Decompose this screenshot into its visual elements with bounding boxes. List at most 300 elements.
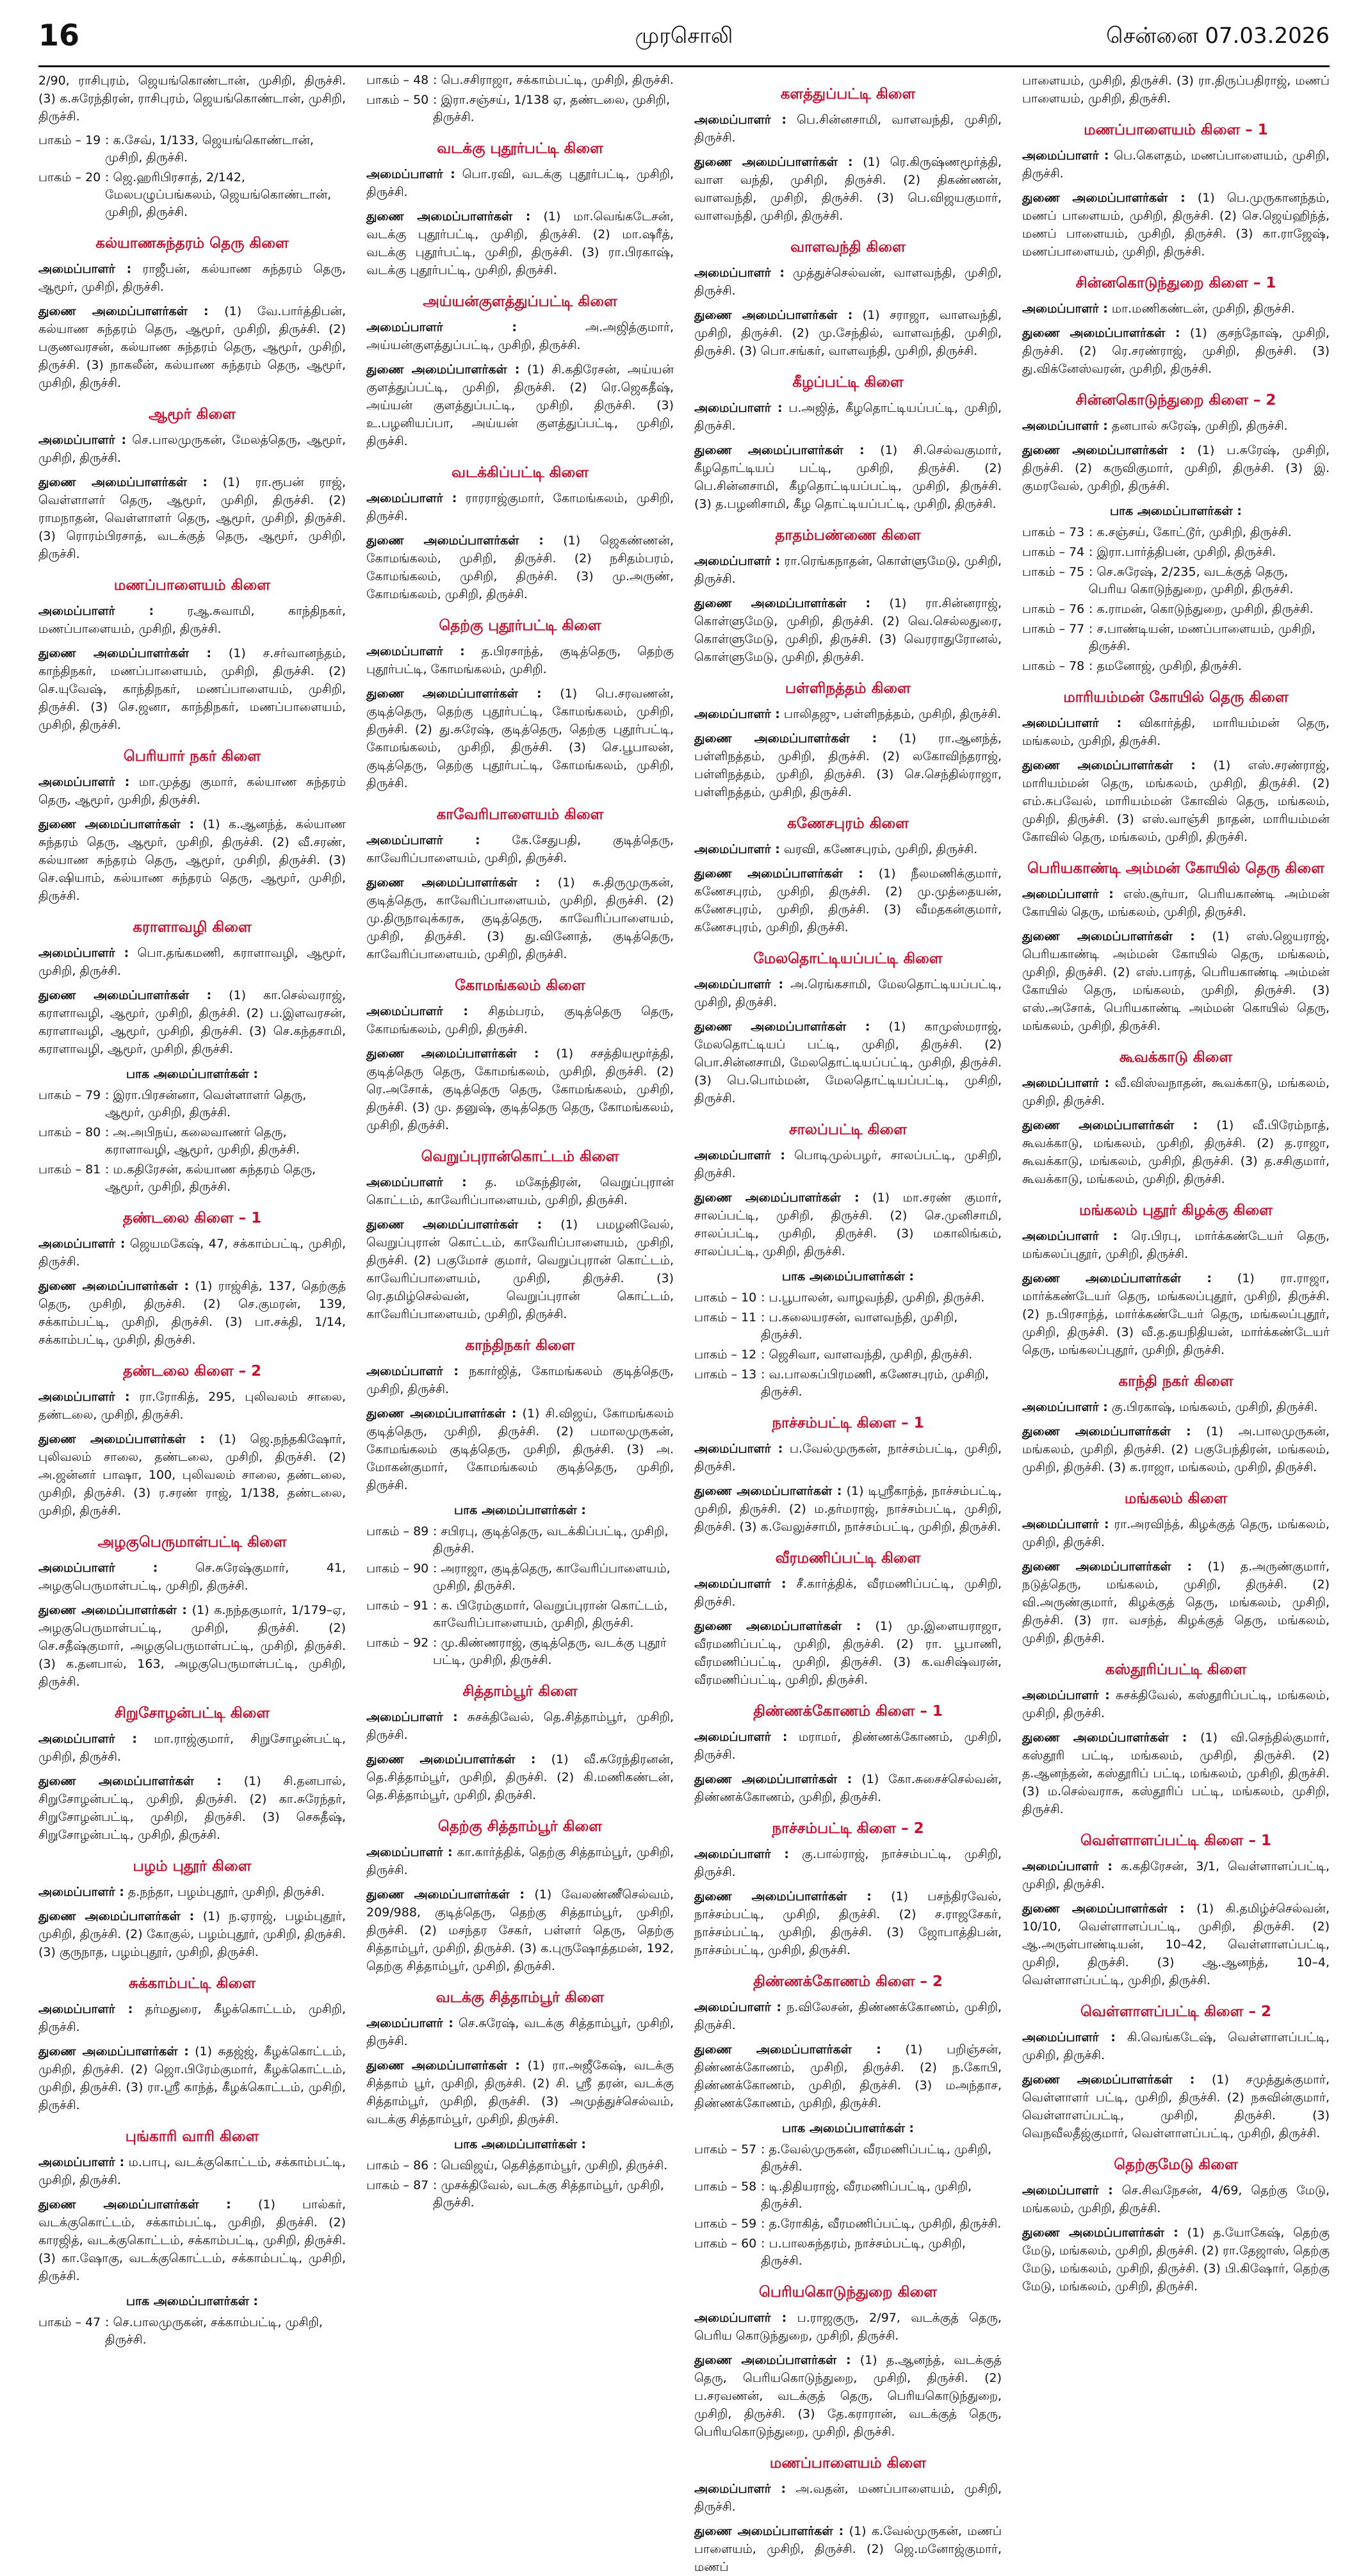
deputy-text: (1) எஸ்.ஜெயராஜ், பெரியகாண்டி அம்மன் கோயில் தெரு, மங்கலம், முசிறி, திருச்சி. (2) எஸ்.பாரத், பெரியகாண்டி அம்மன் கோயில் தெரு, மங்கலம், முசிறி, திருச்சி. (3) எஸ்.அசோக், பெரியகாண்டி அம்மன் கொயில் தெரு, மங்கலம், முசிறி, திருச்சி.	[1022, 929, 1330, 1033]
organizer-entry	[1022, 2181, 1330, 2217]
deputy-label: துணை அமைப்பாளர்கள் :	[366, 1047, 539, 1061]
dateline: சென்னை 07.03.2026	[1106, 23, 1330, 49]
branch-heading: திண்ணக்கோணம் கிளை – 2	[753, 1973, 943, 1990]
booth-number: பாகம் – 12	[694, 1348, 757, 1362]
branch-heading: மாரியம்மன் கோயில் தெரு கிளை	[1063, 689, 1289, 706]
organizer-label: அமைப்பாளர் :	[366, 320, 517, 334]
deputy-text: (1) ரா.ஆனந்த், பள்ளிநத்தம், முசிறி, திருச்சி. (2) லகோவிந்தராஜ், பள்ளிநத்தம், முசிறி, திருச்சி. (3) செ.செந்தில்ராஜா, பள்ளிநத்தம், முசிறி, திருச்சி.	[694, 731, 1002, 799]
deputy-text: (1) பமழனிவேல், வெறுப்புரான் கொட்டம், காவேரிப்பாளையம், முசிறி, திருச்சி. (2) பகுமோச் குமார், வெறுப்புரான் கொட்டம், காவேரிப்பாளையம், முசிறி, திருச்சி. (3) ரெ.தமிழ்செல்வன், வெறுப்புரான் கொட்டம், காவேரிப்பாளையம், முசிறி, திருச்சி.	[366, 1218, 674, 1321]
deputy-entry	[38, 986, 346, 1058]
deputy-entry	[694, 1018, 1002, 1107]
organizer-text: செ.சுரேஷ், வடக்கு சித்தாம்பூர், முசிறி, திருச்சி.	[366, 2016, 674, 2048]
organizer-entry	[38, 773, 346, 809]
deputy-label: துணை அமைப்பாளர்கள் :	[1022, 929, 1195, 943]
branch-heading: மங்கலம் கிளை	[1124, 1490, 1228, 1507]
booth-member: : வ.பாலசுப்பிரமணி, கணேசபுரம், முசிறி, திருச்சி.	[761, 1367, 989, 1399]
deputy-entry	[1022, 1423, 1330, 1476]
booth-member: : முசக்திவேல், வடக்கு சித்தாம்பூர், முசிறி, திருச்சி.	[433, 2178, 664, 2210]
booth-row	[366, 72, 674, 89]
booth-member: : செ.பாலமுருகன், சக்காம்பட்டி, முசிறி, திருச்சி.	[105, 2315, 323, 2347]
organizer-label: அமைப்பாளர் :	[694, 1577, 786, 1591]
deputy-label: துணை அமைப்பாளர்கள் :	[694, 308, 853, 322]
deputy-label: துணை அமைப்பாளர்கள் :	[366, 687, 542, 701]
organizer-entry	[694, 1845, 1002, 1881]
organizer-label: அமைப்பாளர் :	[694, 1730, 788, 1744]
branch-heading: வீரமணிப்பட்டி கிளை	[775, 1550, 921, 1567]
deputy-entry	[38, 473, 346, 563]
booth-number: பாகம் – 91	[366, 1599, 429, 1613]
organizer-entry	[694, 111, 1002, 147]
deputy-label: துணை அமைப்பாளர்கள் :	[38, 988, 212, 1002]
deputy-text: (1) டிஸ்ரீகாந்த், நாச்சம்பட்டி, முசிறி, திருச்சி. (2) ம.தர்மராஜ், நாச்சம்பட்டி, முசிறி, திருச்சி. (3) க.வேலுச்சாமி, நாச்சம்பட்டி, முசிறி, திருச்சி.	[694, 1484, 1002, 1534]
deputy-text: (1) ஜெ.நந்தகிஷோர், புலிவலம் சாலை, தண்டலை, முசிறி, திருச்சி. (2) அ.ஜன்னர் பாஷா, 100, புலிவலம் சாலை, தண்டலை, முசிறி, திருச்சி. (3) ர.சரண் ராஜ், 1/138, தண்டலை, முசிறி, திருச்சி.	[38, 1432, 346, 1518]
deputy-entry	[366, 208, 674, 279]
booth-member: : ம.கதிரேசன், கல்யாண சுந்தரம் தெரு, ஆமூர், முசிறி, திருச்சி.	[105, 1162, 316, 1194]
branch-heading: சின்னகொடுந்துறை கிளை – 2	[1075, 392, 1276, 409]
booth-row	[1022, 658, 1330, 675]
deputy-text: (1) குசந்தோஷ், முசிறி, திருச்சி. (2) ரெ.சரண்ராஜ், முசிறி, திருச்சி. (3) து.விக்னேஸ்வரன், முசிறி, திருச்சி.	[1022, 326, 1330, 376]
organizer-label: அமைப்பாளர் :	[38, 1237, 126, 1251]
deputy-text: (1) சசத்தியமூர்த்தி, குடித்தெரு தெரு, கோமங்கலம், முசிறி, திருச்சி. (2) ரெ.அசோக், குடித்தெரு தெரு, கோமங்கலம், முசிறி, திருச்சி. (3) மு. தனுஷ், குடித்தெரு தெரு, கோமங்கலம், முசிறி, திருச்சி.	[366, 1047, 674, 1132]
deputy-label: துணை அமைப்பாளர்கள் :	[694, 2353, 851, 2367]
organizer-text: பொடிமுல்பழர், சாலப்பட்டி, முசிறி, திருச்சி.	[694, 1148, 1002, 1180]
booth-member: : ப.கலையரசன், வாளவந்தி, முசிறி, திருச்சி.	[761, 1310, 958, 1342]
organizer-text: ரா.ரோகித், 295, புலிவலம் சாலை, தண்டலை, முசிறி, திருச்சி.	[38, 1390, 346, 1422]
branch-heading: காந்தி நகர் கிளை	[1118, 1373, 1234, 1390]
organizer-entry	[366, 1173, 674, 1209]
deputy-text: (1) சி.தனபால், சிறுசோழன்பட்டி, முசிறி, திருச்சி. (2) கா.சுரேந்தர், சிறுசோழன்பட்டி, முசிறி, திருச்சி. (3) செசுதீஷ், சிறுசோழன்பட்டி, முசிறி, திருச்சி.	[38, 1774, 346, 1842]
branch-heading: அய்யன்குளத்துப்பட்டி கிளை	[423, 293, 617, 310]
branch-heading: தண்டலை கிளை – 1	[122, 1210, 262, 1227]
deputy-label: துணை அமைப்பாளர்கள் :	[1022, 1560, 1193, 1574]
branch-heading: புங்காரி வாரி கிளை	[125, 2128, 259, 2145]
branch-heading: காவேரிபாளையம் கிளை	[436, 806, 604, 823]
organizer-text: த.நந்தா, பழம்புதூர், முசிறி, திருச்சி.	[127, 1885, 325, 1899]
deputy-label: துணை அமைப்பாளர்கள் :	[1022, 191, 1185, 205]
booth-row	[366, 2157, 674, 2174]
organizer-entry	[694, 1146, 1002, 1182]
organizer-text: பெ.சின்னசாமி, வாளவந்தி, முசிறி, திருச்சி.	[694, 113, 1002, 145]
deputy-entry	[694, 2351, 1002, 2441]
booth-member: : க.சேவ், 1/133, ஜெயங்கொண்டான், முசிறி, திருச்சி.	[105, 133, 314, 165]
deputy-entry	[1022, 441, 1330, 495]
booth-heading: பாக அமைப்பாளர்கள் :	[781, 2121, 914, 2135]
deputy-text: (1) சு.திருமுருகன், குடித்தெரு, காவேரிப்பாளையம், முசிறி, திருச்சி. (2) மு.திருநாவுக்கரசு, குடித்தெரு, காவேரிப்பாளையம், முசிறி, திருச்சி. (3) து.வினோத், குடித்தெரு, காவேரிப்பாளையம், முசிறி, திருச்சி.	[366, 876, 674, 961]
organizer-label: அமைப்பாளர் :	[1022, 1400, 1108, 1414]
deputy-text: (1) ரெ.கிருஷ்ணமூர்த்தி, வாள வந்தி, முசிறி, திருச்சி. (2) திகண்ணன், வாளவந்தி, முசிறி, திருச்சி. (3) பெ.விஜயகுமார், வாளவந்தி, முசிறி, திருச்சி.	[694, 155, 1002, 223]
organizer-text: க.கதிரேசன், 3/1, வெள்ளாளப்பட்டி, முசிறி, திருச்சி.	[1022, 1859, 1330, 1891]
deputy-label: துணை அமைப்பாளர்கள் :	[1022, 758, 1196, 772]
organizer-text: ராஜீபன், கல்யாண சுந்தரம் தெரு, ஆமூர், முசிறி, திருச்சி.	[38, 262, 346, 294]
deputy-entry	[694, 594, 1002, 666]
organizer-text: பெ.கெளதம், மணப்பாளையம், முசிறி, திருச்சி.	[1022, 149, 1330, 181]
deputy-entry	[694, 306, 1002, 360]
booth-number: பாகம் – 13	[694, 1367, 757, 1382]
booth-member: : பெ.சசிராஜா, சக்காம்பட்டி, முசிறி, திருச்சி.	[433, 73, 674, 87]
deputy-text: (1) நீலமணிக்குமார், கணேசபுரம், முசிறி, திருச்சி. (2) மு.முத்தையன், கணேசபுரம், முசிறி, திருச்சி. (3) வீமதகன்குமார், கணேசபுரம், முசிறி, திருச்சி.	[694, 867, 1002, 934]
booth-member: : சபிரபு, குடித்தெரு, வடக்கிப்பட்டி, முசிறி, திருச்சி.	[433, 1524, 669, 1556]
branch-heading: வெள்ளாளப்பட்டி கிளை – 1	[1080, 1832, 1271, 1849]
deputy-text: (1) க.நந்தகுமார், 1/179–ஏ, அழகுபெருமாள்பட்டி, முசிறி, திருச்சி. (2) செ.சதீஷ்குமார், அழகுபெருமாள்பட்டி, முசிறி, திருச்சி. (3) க.தனபால், 163, அழகுபெருமாள்பட்டி, முசிறி, திருச்சி.	[38, 1603, 346, 1689]
deputy-text: (1) ஜெகண்ணன், கோமங்கலம், முசிறி, திருச்சி. (2) நசிதம்பரம், கோமங்கலம், முசிறி, திருச்சி. (3) மு.அருண், கோமங்கலம், முசிறி, திருச்சி.	[366, 534, 674, 601]
deputy-text: (1) கி.தமிழ்ச்செல்வன், 10/10, வெள்ளாளப்பட்டி, முசிறி, திருச்சி. (2) ஆ.அருள்பாண்டியன், 10–42, வெள்ளாளப்பட்டி, முசிறி, திருச்சி. (3) ஆ.ஆனந்த், 10–4, வெள்ளாளப்பட்டி, முசிறி, திருச்சி.	[1022, 1902, 1330, 1987]
booth-row	[366, 1560, 674, 1595]
deputy-text: (1) ச.சர்வானந்தம், காந்திநகர், மணப்பாளையம், முசிறி, திருச்சி. (2) செ.யுவேஷ், காந்திநகர், மணப்பாளையம், முசிறி, திருச்சி. (3) செ.ஜனா, காந்திநகர், மணப்பாளையம், முசிறி, திருச்சி.	[38, 646, 346, 732]
organizer-text: கே.சேதுபதி, குடித்தெரு, காவேரிப்பாளையம், முசிறி, திருச்சி.	[366, 833, 674, 865]
deputy-label: துணை அமைப்பாளர்கள் :	[366, 1752, 536, 1766]
booth-number: பாகம் – 80	[38, 1125, 101, 1139]
deputy-text: (1) சி.கதிரேசன், அய்யன் குளத்துப்பட்டி, முசிறி, திருச்சி. (2) ரெ.ஜெகதீஷ், அய்யன் குளத்துப்பட்டி, முசிறி, திருச்சி. (3) உ.பழனியப்பா, அய்யன் குளத்துப்பட்டி, முசிறி, திருச்சி.	[366, 363, 674, 448]
booth-number: பாகம் – 74	[1022, 545, 1085, 559]
newspaper-name: முரசொலி	[635, 23, 733, 49]
booth-number: பாகம் – 10	[694, 1291, 757, 1305]
deputy-text: (1) வி.செந்தில்குமார், கஸ்தூரி பட்டி, மங்கலம், முசிறி, திருச்சி. (2) த.ஆனந்தன், கஸ்தூரிப் பட்டி, மங்கலம், முசிறி, திருச்சி. (3) ம.செல்வராசு, கஸ்தூரிப் பட்டி, மங்கலம், முசிறி, திருச்சி.	[1022, 1731, 1330, 1816]
booth-member: : க.சஞ்சய், கோட்டூர், முசிறி, திருச்சி.	[1089, 525, 1292, 539]
deputy-text: (1) கோ.சுசைச்செல்வன், திண்ணக்கோணம், முசிறி, திருச்சி.	[694, 1772, 1002, 1804]
organizer-entry	[38, 2000, 346, 2036]
branch-heading: கோமங்கலம் கிளை	[455, 977, 585, 994]
deputy-entry	[38, 1772, 346, 1844]
organizer-text: கு.பால்ராஜ், நாச்சம்பட்டி, முசிறி, திருச்சி.	[694, 1847, 1002, 1879]
deputy-entry	[38, 1601, 346, 1691]
organizer-text: செ.பாலமுருகன், மேலத்தெரு, ஆமூர், முசிறி, திருச்சி.	[38, 433, 346, 465]
branch-heading: களத்துப்பட்டி கிளை	[780, 86, 916, 102]
branch-heading: கல்யாணசுந்தரம் தெரு கிளை	[95, 235, 289, 252]
deputy-text: (1) பெ.முருகானந்தம், மணப் பாளையம், முசிறி, திருச்சி. (2) செ.ஜெய்ஹிந்த், மணப் பாளையம், முசிறி, திருச்சி. (3) கா.ராஜேஷ், மணப்பாளையம், முசிறி, திருச்சி.	[1022, 191, 1330, 259]
deputy-text: (1) வேலண்ணீசெல்வம், 209/988, குடித்தெரு, தெற்கு சித்தாம்பூர், முசிறி, திருச்சி. (2) மசந்தர சேகர், பள்ளர் தெரு, தெற்கு சித்தாம்பூர், முசிறி, திருச்சி. (3) க.புருஷோத்தமன், 192, தெற்கு சித்தாம்பூர், முசிறி, திருச்சி.	[366, 1887, 674, 1973]
organizer-label: அமைப்பாளர் :	[38, 1885, 124, 1899]
deputy-label: துணை அமைப்பாளர்கள் :	[366, 1887, 525, 1902]
organizer-label: அமைப்பாளர் :	[366, 1710, 458, 1724]
deputy-label: துணை அமைப்பாளர்கள் :	[694, 443, 865, 457]
organizer-label: அமைப்பாளர் :	[1022, 1517, 1109, 1531]
deputy-entry	[38, 1430, 346, 1520]
deputy-entry	[366, 2057, 674, 2128]
deputy-entry	[694, 153, 1002, 225]
branch-heading: தண்டலை கிளை – 2	[122, 1363, 262, 1380]
organizer-text: கு.பிரகாஷ், மங்கலம், முசிறி, திருச்சி.	[1111, 1400, 1318, 1414]
organizer-text: த. மகேந்திரன், வெறுப்புரான் கொட்டம், காவேரிப்பாளையம், முசிறி, திருச்சி.	[366, 1175, 674, 1207]
organizer-text: த.பிரசாந்த், குடித்தெரு, தெற்கு புதூர்பட்டி, கோமங்கலம், முசிறி.	[366, 644, 674, 676]
organizer-text: மராமர், திண்ணக்கோணம், முசிறி, திருச்சி.	[694, 1730, 1002, 1762]
organizer-text: பொ.ரவி, வடக்கு புதூர்பட்டி, முசிறி, திருச்சி.	[366, 167, 674, 199]
organizer-label: அமைப்பாளர் :	[694, 401, 783, 415]
branch-heading: வடக்கு சித்தாம்பூர் கிளை	[436, 1989, 605, 2006]
organizer-text: செ.சுரேஷ்குமார், 41, அழகுபெருமாள்பட்டி, முசிறி, திருச்சி.	[38, 1561, 346, 1593]
deputy-entry	[694, 1887, 1002, 1959]
organizer-entry	[366, 642, 674, 678]
deputy-label: துணை அமைப்பாளர்கள் :	[38, 475, 208, 489]
booth-number: பாகம் – 48	[366, 73, 429, 87]
organizer-entry	[1022, 300, 1330, 318]
booth-number: பாகம் – 60	[694, 2237, 757, 2251]
booth-member: : ஜெ.ஹரிபிரசாத், 2/142, மேலபழுப்பங்கலம், ஜெயங்கொண்டான், முசிறி, திருச்சி.	[105, 170, 332, 219]
deputy-label: துணை அமைப்பாளர்கள் :	[1022, 1424, 1191, 1439]
deputy-entry	[366, 1405, 674, 1494]
organizer-label: அமைப்பாளர் :	[1022, 419, 1108, 433]
deputy-entry	[366, 532, 674, 603]
organizer-label: அமைப்பாளர் :	[694, 707, 780, 721]
booth-row	[38, 2314, 346, 2349]
booth-number: பாகம் – 77	[1022, 622, 1085, 636]
booth-member: : த.வேல்முருகன், வீரமணிப்பட்டி, முசிறி, திருச்சி.	[761, 2142, 992, 2174]
branch-heading: வெறுப்புரான்கொட்டம் கிளை	[421, 1148, 619, 1165]
organizer-label: அமைப்பாளர் :	[1022, 302, 1108, 316]
booth-row	[694, 2215, 1002, 2233]
deputy-text: (1) ராஜ்சித், 137, தெற்குத் தெரு, முசிறி, திருச்சி. (2) செ.குமரன், 139, சக்காம்பட்டி, முசிறி, திருச்சி. (3) பா.சக்தி, 1/14, சக்காம்பட்டி, முசிறி, திருச்சி.	[38, 1279, 346, 1347]
organizer-text: அ.அஜித்குமார், அய்யன்குளத்துப்பட்டி, முசிறி, திருச்சி.	[366, 320, 674, 352]
organizer-text: ரஆ.சுவாமி, காந்திநகர், மணப்பாளையம், முசிறி, திருச்சி.	[38, 604, 346, 636]
deputy-entry	[38, 644, 346, 734]
organizer-entry	[38, 944, 346, 980]
column-3	[694, 72, 1002, 2574]
organizer-text: ரா.அரவிந்த், கிழக்குத் தெரு, மங்கலம், முசிறி, திருச்சி.	[1022, 1517, 1330, 1549]
organizer-label: அமைப்பாளர் :	[694, 554, 781, 568]
booth-member: : க.ராமன், கொடுந்துறை, முசிறி, திருச்சி.	[1089, 602, 1314, 616]
deputy-entry	[366, 361, 674, 450]
deputy-label: துணை அமைப்பாளர்கள் :	[366, 2058, 520, 2073]
branch-heading: நாச்சம்பட்டி கிளை – 1	[772, 1415, 924, 1431]
deputy-label: துணை அமைப்பாளர்கள் :	[366, 1218, 542, 1232]
organizer-text: வீ.விஸ்வநாதன், கூவக்காடு, மங்கலம், முசிறி, திருச்சி.	[1022, 1076, 1330, 1108]
deputy-label: துணை அமைப்பாளர்கள் :	[38, 1279, 190, 1293]
organizer-text: மா.ராஜ்குமார், சிறுசோழன்பட்டி, முசிறி, திருச்சி.	[38, 1732, 346, 1764]
organizer-text: சுசக்திவேல், தெ.சித்தாம்பூர், முசிறி, திருச்சி.	[366, 1710, 674, 1742]
booth-row	[38, 1161, 346, 1196]
booth-number: பாகம் – 86	[366, 2158, 429, 2172]
organizer-entry	[1022, 1857, 1330, 1893]
booth-row	[1022, 621, 1330, 655]
deputy-text: (1) சராஜா, வாளவந்தி, முசிறி, திருச்சி. (2) மு.சேந்தில், வாளவந்தி, முசிறி, திருச்சி. (3) பொ.சங்கர், வாளவந்தி, முசிறி, திருச்சி.	[694, 308, 1002, 358]
branch-heading: பெரியார் நகர் கிளை	[123, 748, 261, 765]
organizer-text: விகார்த்தி, மாரியம்மன் தெரு, மங்கலம், முசிறி, திருச்சி.	[1022, 716, 1330, 748]
deputy-entry	[694, 1189, 1002, 1260]
branch-heading: கீழப்பட்டி கிளை	[792, 374, 904, 391]
booth-row	[366, 2177, 674, 2212]
deputy-entry	[694, 2041, 1002, 2112]
organizer-label: அமைப்பாளர் :	[694, 1847, 789, 1861]
booth-row	[1022, 601, 1330, 618]
branch-heading: தெற்குமேடு கிளை	[1114, 2156, 1238, 2173]
deputy-entry	[366, 1750, 674, 1804]
deputy-label: துணை அமைப்பாளர்கள் :	[366, 876, 541, 890]
organizer-label: அமைப்பாளர் :	[694, 1148, 786, 1162]
organizer-label: அமைப்பாளர் :	[38, 1732, 138, 1746]
deputy-label: துணை அமைப்பாளர்கள் :	[694, 596, 871, 610]
branch-heading: அழகுபெருமாள்பட்டி கிளை	[97, 1534, 287, 1551]
deputy-text: (1) மா.சரண் குமார், சாலப்பட்டி, முசிறி, திருச்சி. (2) செ.முனிசாமி, சாலப்பட்டி, முசிறி, திருச்சி. (3) மகாலிங்கம், சாலப்பட்டி, முசிறி, திருச்சி.	[694, 1191, 1002, 1259]
booth-heading: பாக அமைப்பாளர்கள் :	[1109, 504, 1242, 518]
organizer-label: அமைப்பாளர் :	[38, 2155, 125, 2169]
deputy-text: (1) ரா.ரூபன் ராஜ், வெள்ளாளர் தெரு, ஆமூர், முசிறி, திருச்சி. (2) ராமநாதன், வெள்ளாளர் தெரு, ஆமூர், முசிறி, திருச்சி. (3) ரொரம்பிரசாத், வடக்குத் தெரு, ஆமூர், முசிறி, திருச்சி.	[38, 475, 346, 561]
booth-number: பாகம் – 73	[1022, 525, 1085, 539]
organizer-entry	[366, 318, 674, 354]
booth-member: : இரா.சஞ்சய், 1/138 ஏ, தண்டலை, முசிறி, திருச்சி.	[433, 93, 671, 124]
deputy-entry	[1022, 1729, 1330, 1818]
organizer-entry	[694, 1440, 1002, 1476]
deputy-label: துணை அமைப்பாளர்கள் :	[694, 867, 863, 881]
deputy-entry	[1022, 2071, 1330, 2142]
branch-heading: வடக்கு புதூர்பட்டி கிளை	[437, 140, 603, 157]
deputy-label: துணை அமைப்பாளர்கள் :	[366, 209, 531, 224]
organizer-label: அமைப்பாளர் :	[694, 113, 786, 127]
booth-member: : மு.கிண்ணராஜ், குடித்தெரு, வடக்கு புதூர் பட்டி, முசிறி, திருச்சி.	[433, 1636, 667, 1667]
deputy-label: துணை அமைப்பாளர்கள் :	[38, 1603, 187, 1617]
deputy-label: துணை அமைப்பாளர்கள் :	[38, 2197, 231, 2212]
booth-member: : ச.பாண்டியன், மணப்பாளையம், முசிறி, திருச்சி.	[1089, 622, 1315, 653]
deputy-text: (1) க.ஆனந்த், கல்யாண சுந்தரம் தெரு, ஆமூர், முசிறி, திருச்சி. (2) வீ.சரண், கல்யாண சுந்தரம் தெரு, ஆமூர், முசிறி, திருச்சி. (3) செ.ஷியாம், கல்யாண சுந்தரம் தெரு, ஆமூர், முசிறி, திருச்சி.	[38, 817, 346, 903]
organizer-entry	[694, 840, 1002, 858]
deputy-entry	[1022, 189, 1330, 261]
booth-number: பாகம் – 78	[1022, 659, 1085, 673]
deputy-label: துணை அமைப்பாளர்கள் :	[694, 1020, 870, 1034]
deputy-text: (1) காமுஸ்மராஜ், மேலதொட்டியப் பட்டி, முசிறி, திருச்சி. (2) பொ.சின்னசாமி, மேலதொட்டியப்பட்டி, முசிறி, திருச்சி. (3) பெ.பொம்மன், மேலதொட்டியப்பட்டி, முசிறி, திருச்சி.	[694, 1020, 1002, 1105]
deputy-label: துணை அமைப்பாளர்கள் :	[38, 1774, 222, 1788]
booth-number: பாகம் – 75	[1022, 565, 1085, 579]
deputy-label: துணை அமைப்பாளர்கள் :	[1022, 2073, 1195, 2087]
deputy-text: (1) மு.இளையராஜா, வீரமணிப்பட்டி, முசிறி, திருச்சி. (2) ரா. பூபாணி, வீரமணிப்பட்டி, முசிறி, திருச்சி. (3) க.வசிஷ்வரன், வீரமணிப்பட்டி, முசிறி, திருச்சி.	[694, 1619, 1002, 1687]
deputy-text: (1) வே.பார்த்திபன், கல்யாண சுந்தரம் தெரு, ஆமூர், முசிறி, திருச்சி. (2) பகுணவரசன், கல்யாண சுந்தரம் தெரு, ஆமூர், முசிறி, திருச்சி. (3) நாகலீன், கல்யாண சுந்தரம் தெரு, ஆமூர், முசிறி, திருச்சி.	[38, 304, 346, 390]
deputy-label: துணை அமைப்பாளர்கள் :	[38, 2044, 189, 2058]
deputy-label: துணை அமைப்பாளர்கள் :	[1022, 443, 1185, 457]
booth-row	[694, 1366, 1002, 1401]
organizer-text: ராரராஜ்குமார், கோமங்கலம், முசிறி, திருச்சி.	[366, 491, 674, 523]
organizer-text: ரெ.பிரபு, மார்க்கண்டேயர் தெரு, மங்கலப்புதூர், முசிறி, திருச்சி.	[1022, 1229, 1330, 1261]
booth-number: பாகம் – 57	[694, 2142, 757, 2156]
organizer-label: அமைப்பாளர் :	[38, 604, 154, 618]
booth-heading: பாக அமைப்பாளர்கள் :	[453, 2137, 586, 2151]
deputy-label: துணை அமைப்பாளர்கள் :	[694, 155, 853, 169]
organizer-label: அமைப்பாளர் :	[366, 1364, 459, 1378]
organizer-label: அமைப்பாளர் :	[1022, 1076, 1110, 1090]
organizer-label: அமைப்பாளர் :	[38, 1390, 130, 1404]
continued-text: பாளையம், முசிறி, திருச்சி. (3) ரா.திருப்பதிராஜ், மணப் பாளையம், முசிறி, திருச்சி.	[1022, 74, 1330, 106]
deputy-text: (1) கா.செல்வராஜ், கராளாவழி, ஆமூர், முசிறி, திருச்சி. (2) ப.இளவரசன், கராளாவழி, ஆமூர், முசிறி, திருச்சி. (3) செ.கந்தசாமி, கராளாவழி, ஆமூர், முசிறி, திருச்சி.	[38, 988, 346, 1056]
branch-heading: கணேசபுரம் கிளை	[787, 815, 909, 832]
organizer-text: ப.ராஜகுரு, 2/97, வடக்குத் தெரு, பெரிய கொடுந்துறை, முசிறி, திருச்சி.	[694, 2311, 1002, 2343]
branch-heading: சுக்காம்பட்டி கிளை	[128, 1975, 256, 1992]
booth-member: : பெவிஜய், தெசித்தாம்பூர், முசிறி, திருச்சி.	[433, 2158, 668, 2172]
deputy-entry	[694, 865, 1002, 936]
organizer-text: சீ.கார்த்திக், வீரமணிப்பட்டி, முசிறி, திருச்சி.	[694, 1577, 1002, 1609]
organizer-label: அமைப்பாளர் :	[38, 2002, 133, 2016]
booth-heading: பாக அமைப்பாளர்கள் :	[126, 2294, 258, 2308]
organizer-entry	[366, 2014, 674, 2050]
organizer-text: ப.வேல்முருகன், நாச்சம்பட்டி, முசிறி, திருச்சி.	[694, 1442, 1002, 1474]
organizer-text: பாலிதஜு, பள்ளிநத்தம், முசிறி, திருச்சி.	[783, 707, 1002, 721]
organizer-entry	[1022, 2028, 1330, 2064]
deputy-label: துணை அமைப்பாளர்கள் :	[1022, 1902, 1185, 1916]
booth-row	[366, 1634, 674, 1669]
deputy-label: துணை அமைப்பாளர்கள் :	[1022, 1118, 1198, 1132]
deputy-label: துணை அமைப்பாளர்கள் :	[1022, 326, 1180, 340]
organizer-label: அமைப்பாளர் :	[38, 775, 130, 789]
organizer-text: அ.ரெங்கசாமி, மேலதொட்டியப்பட்டி, முசிறி, திருச்சி.	[694, 977, 1002, 1009]
booth-number: பாகம் – 92	[366, 1636, 429, 1650]
deputy-label: துணை அமைப்பாளர்கள் :	[694, 1484, 842, 1498]
booth-row	[694, 1346, 1002, 1364]
deputy-entry	[1022, 927, 1330, 1035]
deputy-entry	[38, 1907, 346, 1961]
organizer-entry	[366, 165, 674, 201]
deputy-entry	[1022, 1269, 1330, 1359]
deputy-label: துணை அமைப்பாளர்கள் :	[694, 731, 877, 746]
deputy-text: (1) க.வேல்முருகன், மணப் பாளையம், முசிறி, திருச்சி. (2) ஜெ.மனோஜ்குமார், மணப்	[694, 2524, 1002, 2574]
organizer-text: தர்மதுரை, கீழக்கொட்டம், முசிறி, திருச்சி.	[38, 2002, 346, 2034]
organizer-entry	[38, 2153, 346, 2189]
deputy-entry	[1022, 1900, 1330, 1989]
branch-heading: பெரியகாண்டி அம்மன் கோயில் தெரு கிளை	[1027, 860, 1324, 877]
booth-number: பாகம் – 11	[694, 1310, 757, 1325]
booth-number: பாகம் – 90	[366, 1561, 429, 1576]
deputy-text: (1) சமுத்துக்குமார், வெள்ளாளர் பட்டி, முசிறி, திருச்சி. (2) நசுவின்குமார், வெள்ளாளப்பட்டி, முசிறி, திருச்சி. (3) வெநவீலதீஜ்குமார், வெள்ளாளப்பட்டி, முசிறி, திருச்சி.	[1022, 2073, 1330, 2140]
deputy-entry	[366, 1216, 674, 1323]
deputy-text: (1) பறிஞ்சன், திண்ணக்கோணம், முசிறி, திருச்சி. (2) ந.கோபி, திண்ணக்கோணம், முசிறி, திருச்சி. (3) மஅந்தாச, திண்ணக்கோணம், முசிறி, திருச்சி.	[694, 2042, 1002, 2110]
organizer-label: அமைப்பாளர் :	[1022, 887, 1114, 901]
organizer-entry	[366, 1002, 674, 1038]
organizer-entry	[366, 831, 674, 867]
booth-member: : ப.பூபாலன், வாழவந்தி, முசிறி, திருச்சி.	[761, 1291, 985, 1305]
booth-number: பாகம் – 20	[38, 170, 101, 184]
booth-row	[38, 169, 346, 221]
branch-heading: மணப்பாளையம் கிளை	[113, 577, 271, 594]
deputy-label: துணை அமைப்பாளர்கள் :	[694, 1772, 852, 1786]
organizer-text: செ.சிவநேசன், 4/69, தெற்கு மேடு, மங்கலம், முசிறி, திருச்சி.	[1022, 2183, 1330, 2215]
booth-heading: பாக அமைப்பாளர்கள் :	[126, 1067, 258, 1081]
organizer-label: அமைப்பாளர் :	[38, 433, 127, 447]
deputy-text: (1) பெ.சரவணன், குடித்தெரு, தெற்கு புதூர்பட்டி, கோமங்கலம், முசிறி, திருச்சி. (2) து.சுரேஷ், குடித்தெரு, தெற்கு புதூர்பட்டி, கோமங்கலம், முசிறி, திருச்சி. (3) செ.பூபாலன், குடித்தெரு, தெற்கு புதூர்பட்டி, கோமங்கலம், முசிறி, திருச்சி.	[366, 687, 674, 790]
branch-heading: தெற்கு புதூர்பட்டி கிளை	[439, 617, 601, 634]
branch-heading: வடக்கிப்பட்டி கிளை	[451, 464, 589, 481]
organizer-entry	[694, 1575, 1002, 1611]
deputy-text: (1) த.யோகேஷ், தெற்கு மேடு, மங்கலம், முசிறி, திருச்சி. (2) ரா.தேஜாஸ், தெற்கு மேடு, மங்கலம், முசிறி, திருச்சி. (3) பி.கிஷோர், தெற்கு மேடு, மங்கலம், முசிறி, திருச்சி.	[1022, 2226, 1330, 2294]
organizer-label: அமைப்பாளர் :	[694, 1442, 783, 1456]
branch-heading: மணப்பாளையம் கிளை – 1	[1084, 122, 1268, 138]
booth-number: பாகம் – 47	[38, 2315, 101, 2329]
branch-heading: தெற்கு சித்தாம்பூர் கிளை	[437, 1818, 603, 1835]
deputy-text: (1) ரா.சின்னராஜ், கொள்ளுமேடு, முசிறி, திருச்சி. (2) வெ.செல்லதுரை, கொள்ளுமேடு, முசிறி, திருச்சி. (3) வெரராதுரோனல், கொள்ளுமேடு, முசிறி, திருச்சி.	[694, 596, 1002, 664]
organizer-text: சிதம்பரம், குடித்தெரு தெரு, கோமங்கலம், முசிறி, திருச்சி.	[366, 1004, 674, 1036]
booth-row	[1022, 524, 1330, 541]
booth-row	[694, 2235, 1002, 2270]
booth-member: : செ.சுரேஷ், 2/235, வடக்குத் தெரு, பெரிய கொடுந்துறை, முசிறி, திருச்சி.	[1089, 565, 1294, 596]
organizer-entry	[38, 1388, 346, 1424]
deputy-label: துணை அமைப்பாளர்கள் :	[366, 1406, 517, 1421]
organizer-entry	[1022, 885, 1330, 921]
booth-number: பாகம் – 50	[366, 93, 429, 107]
article-columns	[38, 72, 1330, 2574]
deputy-label: துணை அமைப்பாளர்கள் :	[694, 1619, 861, 1633]
booth-number: பாகம் – 79	[38, 1088, 101, 1102]
branch-heading: ஆமூர் கிளை	[149, 406, 236, 423]
organizer-label: அமைப்பாளர் :	[1022, 1229, 1118, 1243]
organizer-entry	[366, 1708, 674, 1744]
branch-heading: பெரியகொடுந்துறை கிளை	[759, 2284, 937, 2301]
organizer-text: ப.அஜித், கீழதொட்டியப்பட்டி, முசிறி, திருச்சி.	[694, 401, 1002, 433]
column-2	[366, 72, 674, 2210]
organizer-text: நகார்ஜித், கோமங்கலம் குடித்தெரு, முசிறி, திருச்சி.	[366, 1364, 674, 1396]
organizer-label: அமைப்பாளர் :	[1022, 1859, 1112, 1873]
deputy-entry	[366, 685, 674, 792]
organizer-text: எஸ்.சூர்யா, பெரியகாண்டி அம்மன் கோயில் தெரு, மங்கலம், முசிறி, திருச்சி.	[1022, 887, 1330, 919]
deputy-entry	[38, 2042, 346, 2114]
booth-member: : க. பிரேம்குமார், வெறுப்புரான் கொட்டம், காவேரிப்பாளையம், முசிறி, திருச்சி.	[433, 1599, 668, 1630]
branch-heading: கராளாவழி கிளை	[133, 919, 252, 936]
booth-row	[694, 2178, 1002, 2213]
deputy-entry	[694, 1482, 1002, 1536]
deputy-label: துணை அமைப்பாளர்கள் :	[1022, 1731, 1187, 1745]
organizer-label: அமைப்பாளர் :	[366, 833, 480, 847]
